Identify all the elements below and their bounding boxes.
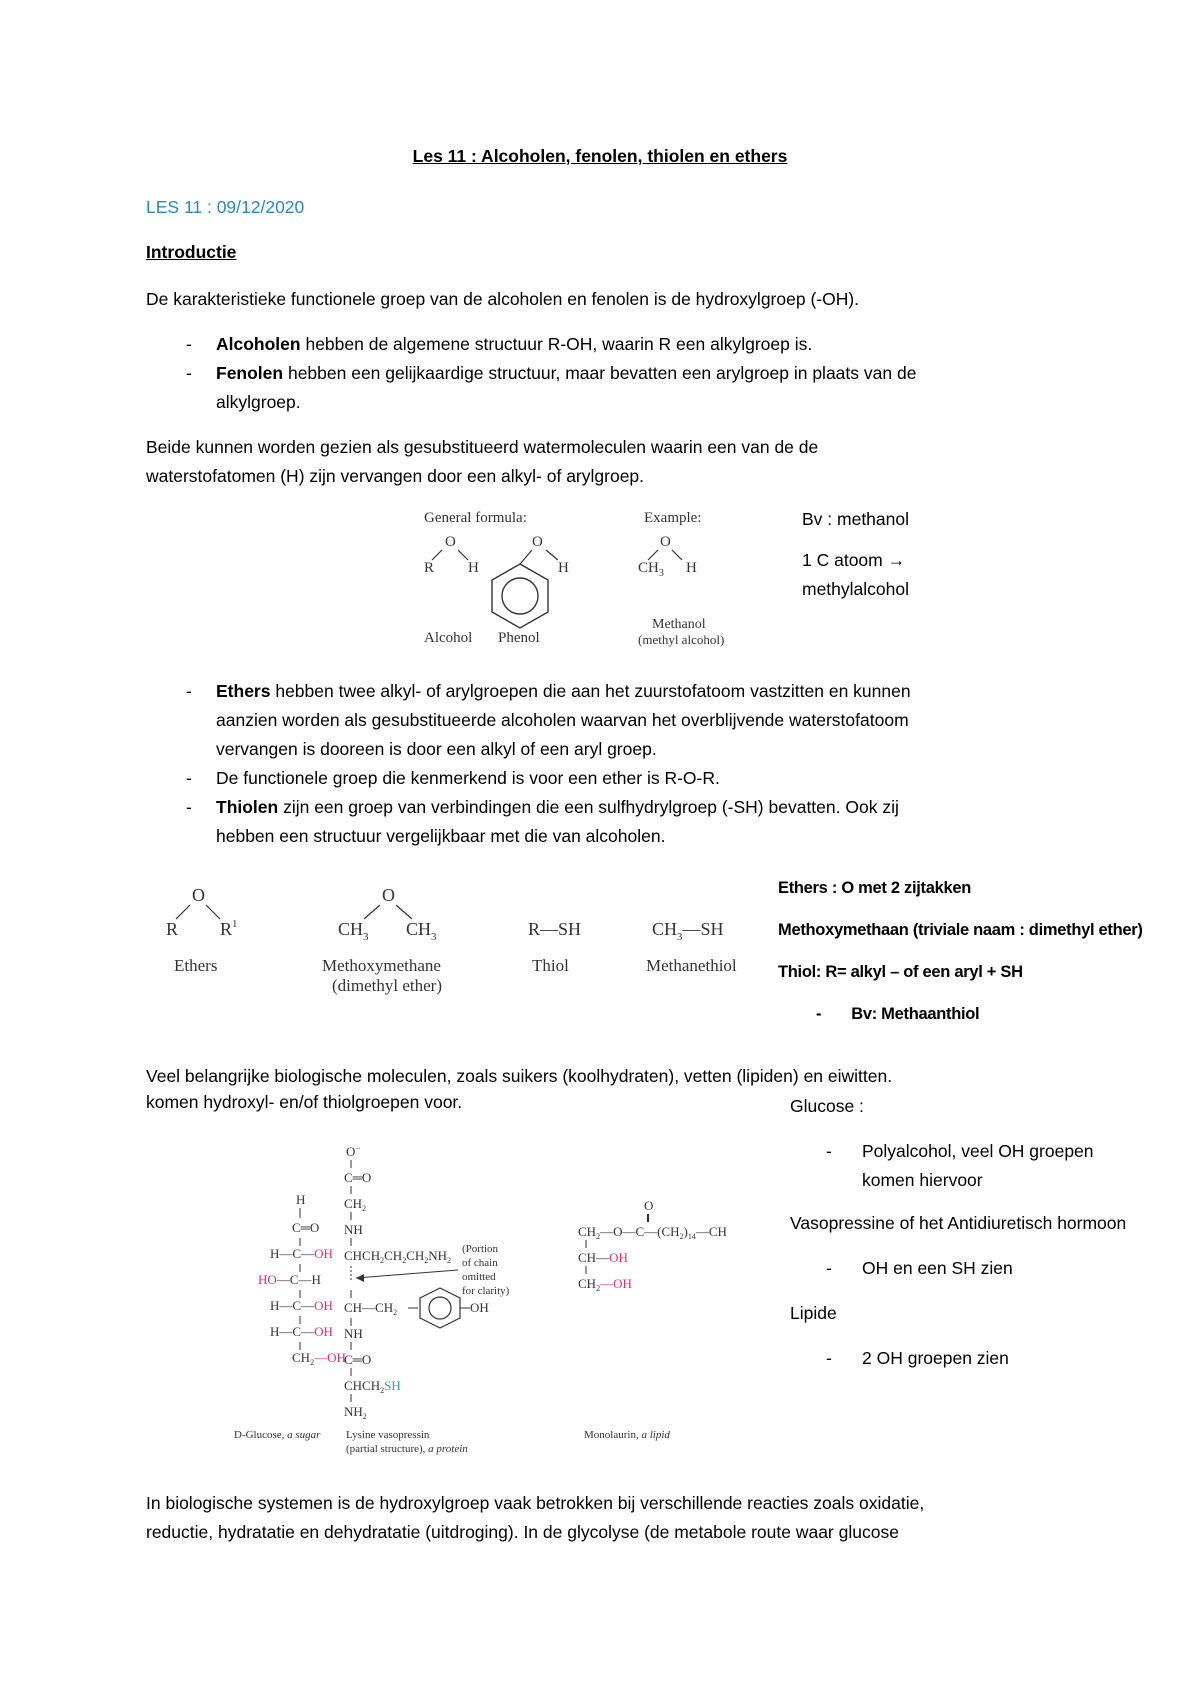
side-note-biomolecules (790, 1092, 1190, 1373)
fig2-ethers-label: Ethers (174, 956, 218, 975)
bullet-dash: - (186, 797, 192, 817)
fig1-phenol-label: Phenol (498, 630, 540, 646)
fig2-ch3-sh: $CH_3—SH$ (652, 919, 724, 943)
svg-text:HO—C—H: HO—C—H (258, 1272, 321, 1287)
paragraph-1-line1: Beide kunnen worden gezien als gesubstitueerd watermoleculen waarin een van de de (146, 437, 819, 457)
svg-text:CHCH2SH: $CHCH_2SH$ (344, 1378, 401, 1395)
svg-text:CH2—OH: $CH_2—OH$ (292, 1350, 346, 1367)
paragraph-2 (146, 1063, 892, 1115)
svg-text:O: O (644, 1198, 654, 1213)
fig1-o3: O (660, 534, 671, 550)
svg-text:O−: O− (346, 1143, 361, 1159)
svg-text:CH—OH: CH—OH (578, 1250, 628, 1265)
bond (672, 550, 682, 560)
bullet-dash: - (186, 334, 192, 354)
bullet-text-cont: alkylgroep. (216, 392, 301, 412)
paragraph-2-line2: komen hydroxyl- en/of thiolgroepen voor. (146, 1092, 463, 1112)
svg-text:H—C—OH: H—C—OH (270, 1246, 333, 1261)
fig2-ch3-b: $CH_3$ (406, 919, 437, 943)
bond (520, 550, 532, 564)
fig1-h2: H (558, 560, 569, 576)
svg-text:(Portion: (Portion (462, 1243, 499, 1255)
bond (176, 905, 190, 919)
fig1-alcohol-label: Alcohol (424, 630, 473, 646)
fig2-methoxymethane-label: Methoxymethane (322, 956, 441, 975)
fig1-h3: H (686, 560, 697, 576)
side-note-line: Bv : methanol (802, 509, 909, 529)
bond (206, 905, 220, 919)
svg-text:OH: OH (470, 1300, 489, 1315)
bond (648, 550, 658, 560)
bullet-term: Thiolen (216, 797, 279, 817)
svg-text:omitted: omitted (462, 1271, 496, 1283)
side-note-item: - OH en een SH zien (826, 1258, 1013, 1278)
fig1-o: O (445, 534, 456, 550)
svg-text:NH: NH (344, 1222, 363, 1237)
fig1-methanol-label: Methanol (652, 617, 706, 632)
bullet-text: hebben een gelijkaardige structuur, maar bevatten een arylgroep in plaats van de (283, 363, 917, 383)
side-note-line: Ethers : O met 2 zijtakken (778, 879, 972, 897)
bullet-text: zijn een groep van verbindingen die een sulfhydrylgroep (-SH) bevatten. Ook zij (278, 797, 899, 817)
caption-lysine-2: (partial structure), a protein (346, 1443, 468, 1455)
fig1-ch3: $CH_3$ (638, 560, 664, 579)
caption-glucose: D-Glucose, a sugar (234, 1429, 321, 1441)
side-note-line: Methoxymethaan (triviale naam : dimethyl ether) (778, 921, 1143, 939)
svg-text:CH2—OH: $CH_2—OH$ (578, 1276, 632, 1293)
figure-ethers-thiols (160, 875, 760, 995)
fig2-r1: $R^1$ (220, 918, 238, 939)
lesson-date: LES 11 : 09/12/2020 (146, 197, 305, 217)
svg-text:H—C—OH: H—C—OH (270, 1324, 333, 1339)
fig2-o: O (192, 885, 205, 905)
caption-lysine: Lysine vasopressin (346, 1429, 430, 1441)
svg-text:CH2: $CH_2$ (344, 1196, 367, 1213)
fig2-r-sh: R—SH (528, 919, 582, 939)
section-heading: Introductie (146, 242, 237, 262)
benzene-ring-circle (502, 578, 538, 614)
monolaurin-structure (578, 1198, 727, 1293)
bullet-text-cont: aanzien worden als gesubstitueerde alcoholen waarvan het overblijvende waterstofatoom (216, 710, 909, 730)
svg-text:C═O: C═O (344, 1170, 372, 1185)
benzene-ring (492, 564, 548, 628)
bullet-text: hebben twee alkyl- of arylgroepen die aan het zuurstofatoom vastzitten en kunnen (270, 681, 911, 701)
fig2-dimethyl-ether-label: (dimethyl ether) (332, 976, 442, 995)
arrow-right-icon: → (887, 550, 906, 570)
svg-text:NH2: $NH_2$ (344, 1404, 367, 1421)
bullet-text: hebben de algemene structuur R-OH, waarin R een alkylgroep is. (300, 334, 813, 354)
glucose-structure (258, 1192, 346, 1367)
svg-text:CH—CH2: $CH—CH_2$ (344, 1300, 398, 1317)
bullet-term: Alcoholen (216, 334, 301, 354)
svg-text:CHCH2CH2CH2NH2: $CHCH_2CH_2CH_2NH_2$ (344, 1248, 452, 1265)
bullet-dash: - (186, 363, 192, 383)
fig2-o2: O (382, 885, 395, 905)
paragraph-3 (146, 1489, 924, 1547)
fig1-general-formula: General formula: (424, 510, 527, 526)
fig2-r: R (166, 919, 179, 939)
bullet-dash: - (186, 681, 192, 701)
side-note-glucose: Glucose : (790, 1096, 864, 1116)
fig1-h: H (468, 560, 479, 576)
side-note-vaso: Vasopressine of het Antidiuretisch hormoon (790, 1213, 1127, 1233)
svg-text:C═O: C═O (292, 1220, 320, 1235)
side-note-item: - 2 OH groepen zien (826, 1348, 1009, 1368)
bond (396, 905, 412, 919)
bond (458, 550, 468, 560)
paragraph-1 (146, 433, 818, 491)
side-note-line: 1 C atoom → (802, 550, 906, 570)
caption-monolaurin: Monolaurin, a lipid (584, 1429, 670, 1441)
side-note-line: methylalcohol (802, 579, 909, 599)
svg-text:C═O: C═O (344, 1352, 372, 1367)
bullet-text: De functionele groep die kenmerkend is voor een ether is R-O-R. (216, 768, 720, 788)
bullet-term: Ethers (216, 681, 271, 701)
fig1-o2: O (532, 534, 543, 550)
svg-text:CH2—O—C—(CH2)14—CH: $CH_2—O—C—(CH_2)_{14}—CH$ (578, 1224, 727, 1241)
fig1-methyl-alcohol-label: (methyl alcohol) (638, 632, 725, 647)
bullet-dash: - (186, 768, 192, 788)
svg-text:NH: NH (344, 1326, 363, 1341)
side-note-lipide: Lipide (790, 1303, 837, 1323)
side-note-ethers (778, 877, 1143, 1025)
fig1-example: Example: (644, 510, 702, 526)
side-note-line: Thiol: R= alkyl – of een aryl + SH (778, 963, 1023, 981)
svg-text:H: H (296, 1192, 306, 1207)
intro-sentence: De karakteristieke functionele groep van de alcoholen en fenolen is de hydroxylgroep (-OH). (146, 289, 860, 309)
paragraph-3-line1: In biologische systemen is de hydroxylgroep vaak betrokken bij verschillende reacties zoals oxidatie, (146, 1493, 925, 1513)
svg-text:of chain: of chain (462, 1257, 498, 1269)
bullet-text-cont: vervangen is dooreen is door een alkyl of een aryl groep. (216, 739, 657, 759)
side-note-item: - Polyalcohol, veel OH groepen komen hiervoor (826, 1141, 1094, 1190)
page-title: Les 11 : Alcoholen, fenolen, thiolen en ethers (412, 146, 788, 166)
side-note-methanol (802, 505, 909, 604)
fig2-ch3-a: $CH_3$ (338, 919, 369, 943)
paragraph-3-line2: reductie, hydratatie en dehydratatie (uitdroging). In de glycolyse (de metabole route waar glucose (146, 1522, 899, 1542)
fig2-thiol-label: Thiol (532, 956, 569, 975)
paragraph-2-line1: Veel belangrijke biologische moleculen, zoals suikers (koolhydraten), vetten (lipiden) en eiwitten. (146, 1066, 893, 1086)
bond (364, 905, 380, 919)
figure-biomolecules (234, 1140, 768, 1470)
fig2-methanethiol-label: Methanethiol (646, 956, 737, 975)
paragraph-1-line2: waterstofatomen (H) zijn vervangen door een alkyl- of arylgroep. (146, 466, 645, 486)
svg-text:H—C—OH: H—C—OH (270, 1298, 333, 1313)
side-note-line: - Bv: Methaanthiol (816, 1005, 980, 1023)
svg-text:for clarity): for clarity) (462, 1285, 510, 1297)
bond (432, 550, 442, 560)
fig1-r: R (424, 560, 435, 576)
vasopressin-structure (344, 1143, 510, 1421)
bullet-term: Fenolen (216, 363, 284, 383)
bullet-text-cont: hebben een structuur vergelijkbaar met die van alcoholen. (216, 826, 666, 846)
figure-alcohol-phenol (420, 500, 780, 660)
bond (546, 550, 558, 560)
